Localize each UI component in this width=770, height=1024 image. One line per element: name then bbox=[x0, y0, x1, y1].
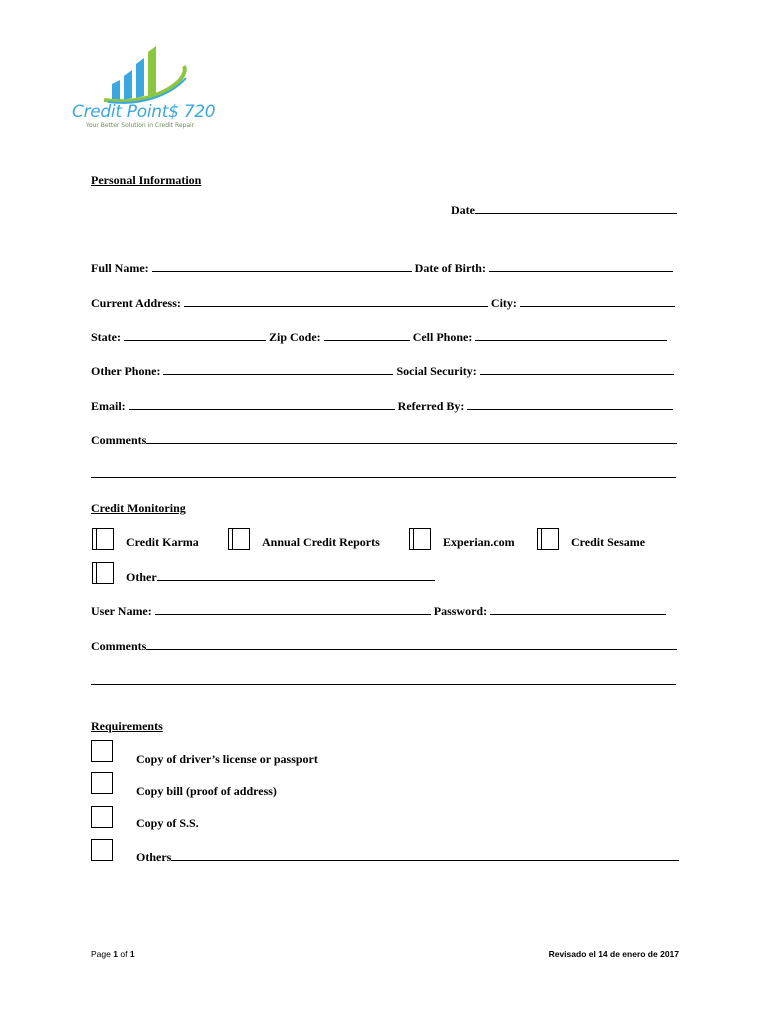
logo-brand-text: Credit Point$ 720 bbox=[72, 102, 216, 122]
state-zip-cell-field[interactable] bbox=[91, 329, 667, 344]
other-monitoring-label: Other bbox=[126, 570, 157, 584]
credit-sesame-checkbox[interactable] bbox=[537, 528, 559, 550]
ss-copy-checkbox[interactable] bbox=[91, 806, 113, 828]
comments-field[interactable] bbox=[91, 432, 677, 447]
monitoring-comments-field[interactable] bbox=[91, 638, 677, 653]
dob-label: Date of Birth: bbox=[414, 261, 486, 275]
proof-of-address-checkbox[interactable] bbox=[91, 772, 113, 794]
comments-label: Comments bbox=[91, 433, 147, 447]
experian-checkbox[interactable] bbox=[409, 528, 431, 550]
other-phone-ssn-field[interactable] bbox=[91, 363, 674, 378]
email-label: Email: bbox=[91, 399, 126, 413]
ss-copy-label: Copy of S.S. bbox=[136, 816, 199, 830]
email-referred-field[interactable] bbox=[91, 398, 673, 413]
monitoring-comments-line-2[interactable] bbox=[91, 684, 676, 685]
username-label: User Name: bbox=[91, 604, 152, 618]
other-phone-label: Other Phone: bbox=[91, 364, 161, 378]
date-label: Date bbox=[451, 203, 475, 217]
page-total: 1 bbox=[129, 949, 135, 959]
drivers-license-checkbox[interactable] bbox=[91, 740, 113, 762]
personal-info-heading: Personal Information bbox=[91, 173, 202, 187]
drivers-license-label: Copy of driver’s license or passport bbox=[136, 752, 318, 766]
ssn-label: Social Security: bbox=[396, 364, 477, 378]
requirements-heading: Requirements bbox=[91, 719, 163, 733]
credit-karma-checkbox[interactable] bbox=[92, 528, 114, 550]
full-name-field[interactable] bbox=[91, 260, 673, 275]
other-monitoring-checkbox[interactable] bbox=[92, 562, 114, 584]
monitoring-comments-label: Comments bbox=[91, 639, 147, 653]
page-number bbox=[91, 949, 135, 959]
annual-credit-reports-label: Annual Credit Reports bbox=[262, 535, 380, 549]
revision-date: Revisado el 14 de enero de 2017 bbox=[548, 949, 679, 959]
others-field[interactable] bbox=[136, 849, 679, 864]
experian-label: Experian.com bbox=[443, 535, 515, 549]
bar-chart-logo-icon bbox=[100, 42, 200, 104]
full-name-label: Full Name: bbox=[91, 261, 149, 275]
other-monitoring-field[interactable] bbox=[126, 569, 435, 584]
cell-phone-label: Cell Phone: bbox=[412, 330, 473, 344]
username-password-field[interactable] bbox=[91, 603, 666, 618]
credit-sesame-label: Credit Sesame bbox=[571, 535, 646, 549]
page-of: of bbox=[120, 949, 128, 959]
state-label: State: bbox=[91, 330, 121, 344]
page-current: 1 bbox=[113, 949, 118, 959]
annual-credit-reports-checkbox[interactable] bbox=[228, 528, 250, 550]
city-label: City: bbox=[490, 296, 517, 310]
page-prefix: Page bbox=[91, 949, 111, 959]
logo-tagline: Your Better Solution in Credit Repair bbox=[86, 122, 195, 129]
date-field[interactable] bbox=[451, 202, 677, 217]
zip-label: Zip Code: bbox=[269, 330, 321, 344]
credit-karma-label: Credit Karma bbox=[126, 535, 199, 549]
comments-line-2[interactable] bbox=[91, 477, 676, 478]
proof-of-address-label: Copy bill (proof of address) bbox=[136, 784, 277, 798]
others-checkbox[interactable] bbox=[91, 839, 113, 861]
referred-by-label: Referred By: bbox=[397, 399, 465, 413]
credit-monitoring-heading: Credit Monitoring bbox=[91, 501, 186, 515]
address-label: Current Address: bbox=[91, 296, 181, 310]
address-field[interactable] bbox=[91, 295, 675, 310]
others-label: Others bbox=[136, 850, 172, 864]
password-label: Password: bbox=[433, 604, 488, 618]
company-logo bbox=[70, 42, 220, 134]
